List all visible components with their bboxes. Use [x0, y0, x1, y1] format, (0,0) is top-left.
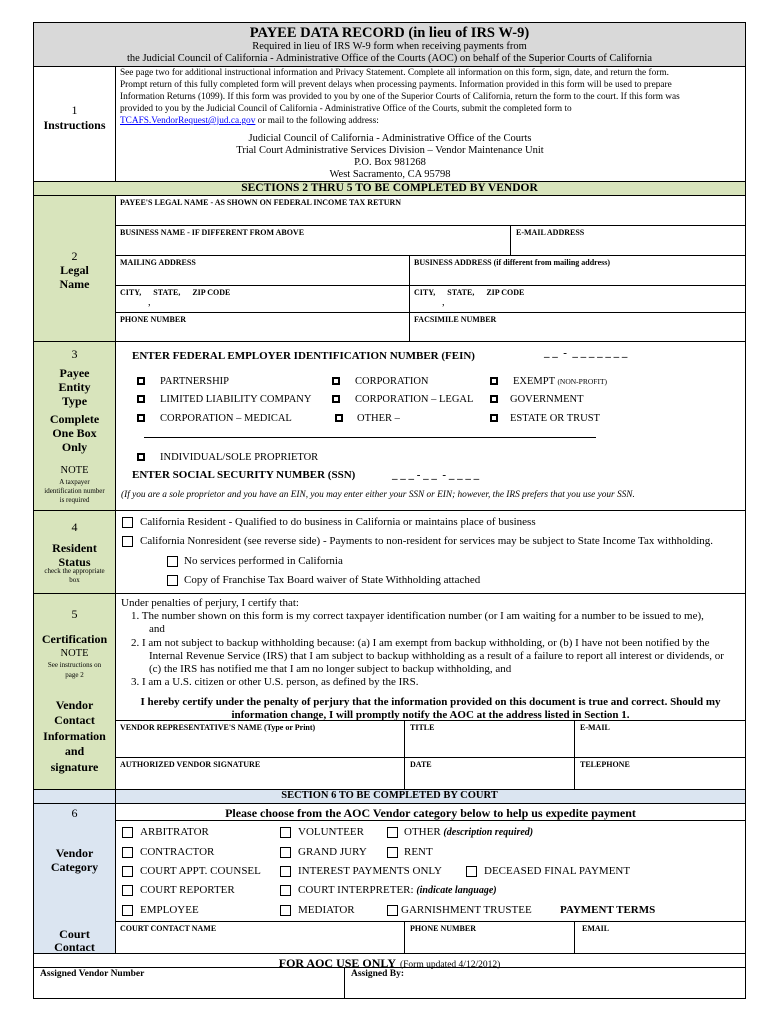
- certification-item-2c: (c) the IRS has notified me that I am no longer subject to backup withholding, and: [149, 663, 512, 675]
- government-label: GOVERNMENT: [510, 394, 584, 405]
- payee-legal-name-label: PAYEE'S LEGAL NAME - AS SHOWN ON FEDERAL INCOME TAX RETURN: [120, 198, 402, 207]
- vendor-rep-name-label: VENDOR REPRESENTATIVE'S NAME (Type or Print): [120, 723, 316, 732]
- section-4-label-1: Resident: [52, 541, 97, 555]
- business-comma: ,: [442, 297, 445, 308]
- certification-statement-2: information change, I will promptly notify the AOC at the address listed in Section 1.: [231, 709, 630, 721]
- contractor-checkbox[interactable]: [122, 847, 133, 858]
- vendor-contact-label-1: Vendor: [55, 698, 94, 712]
- fein-label: ENTER FEDERAL EMPLOYER IDENTIFICATION NUMBER (FEIN): [132, 350, 475, 362]
- deceased-final-payment-checkbox[interactable]: [466, 866, 477, 877]
- deceased-final-payment-label: DECEASED FINAL PAYMENT: [484, 865, 631, 877]
- court-email-field[interactable]: [575, 933, 745, 952]
- section-3-label-1: Payee: [59, 366, 90, 380]
- subtitle-line-2: the Judicial Council of California - Administrative Office of the Courts (AOC) on behalf of the Superior Courts of California: [127, 53, 652, 64]
- court-email-label: EMAIL: [582, 924, 610, 933]
- court-interpreter-checkbox[interactable]: [280, 885, 291, 896]
- vendor-category-instructions: Please choose from the AOC Vendor category below to help us expedite payment: [225, 806, 636, 820]
- business-address-field[interactable]: [410, 267, 745, 284]
- certification-item-1b: and: [149, 623, 165, 635]
- court-phone-label: PHONE NUMBER: [410, 924, 476, 933]
- rent-label: RENT: [404, 846, 433, 858]
- section-2-label-1: Legal: [60, 263, 89, 277]
- ssn-note: (If you are a sole proprietor and you have an EIN, you may enter either your SSN or EIN; however, the IRS prefers that you use your SSN.: [121, 490, 635, 500]
- employee-label: EMPLOYEE: [140, 904, 199, 916]
- employee-checkbox[interactable]: [122, 905, 133, 916]
- corporation-legal-label: CORPORATION – LEGAL: [355, 394, 474, 405]
- section-1-number: 1: [71, 103, 78, 117]
- business-city-state-zip-label: CITY, STATE, ZIP CODE: [414, 288, 525, 297]
- certification-intro: Under penalties of perjury, I certify that:: [121, 597, 299, 609]
- california-resident-label: California Resident - Qualified to do business in California or maintains place of business: [140, 516, 536, 528]
- assigned-vendor-number-field[interactable]: [34, 980, 343, 998]
- instructions-line-5: TCAFS.VendorRequest@jud.ca.gov or mail to the following address:: [120, 116, 379, 126]
- address-line-3: P.O. Box 981268: [354, 157, 426, 168]
- mediator-checkbox[interactable]: [280, 905, 291, 916]
- instructions-line-1: See page two for additional instructional information and Privacy Statement. Complete all information on this form, sign, date, and return the form.: [120, 68, 669, 78]
- vendor-date-field[interactable]: [405, 769, 573, 788]
- payee-legal-name-field[interactable]: [116, 207, 745, 224]
- court-section-heading: SECTION 6 TO BE COMPLETED BY COURT: [281, 790, 498, 801]
- section-5-label: Certification: [41, 632, 108, 646]
- business-address-label: BUSINESS ADDRESS (if different from mailing address): [414, 258, 611, 267]
- court-phone-field[interactable]: [405, 933, 573, 952]
- vendor-email-field[interactable]: [575, 732, 745, 756]
- rent-checkbox[interactable]: [387, 847, 398, 858]
- fein-input-blanks[interactable]: _ _ - _ _ _ _ _ _ _: [544, 347, 628, 359]
- section-3-note-line-4: is required: [59, 496, 90, 504]
- california-resident-checkbox[interactable]: [122, 517, 133, 528]
- certification-item-2a: 2. I am not subject to backup withholding because: (a) I am exempt from backup withholding, or (b) I have not been notified by the: [131, 637, 710, 649]
- section-4-label-3: check the appropriate: [44, 567, 105, 575]
- email-address-field[interactable]: [511, 237, 745, 254]
- facsimile-number-field[interactable]: [410, 324, 745, 340]
- corporation-label: CORPORATION: [355, 376, 429, 387]
- partnership-label: PARTNERSHIP: [160, 376, 230, 387]
- certification-item-2b: Internal Revenue Service (IRS) that I am subject to backup withholding as a result of a failure to report all interest or dividends, or: [149, 650, 724, 662]
- facsimile-number-label: FACSIMILE NUMBER: [414, 315, 497, 324]
- llc-checkbox[interactable]: [137, 395, 145, 403]
- vendor-date-label: DATE: [410, 760, 432, 769]
- court-reporter-label: COURT REPORTER: [140, 884, 235, 896]
- volunteer-label: VOLUNTEER: [298, 826, 364, 838]
- section-6-label-1: Vendor: [55, 846, 94, 860]
- section-1-label: Instructions: [43, 118, 106, 132]
- section-5-number: 5: [71, 607, 78, 621]
- garnishment-trustee-checkbox[interactable]: [387, 905, 398, 916]
- no-services-checkbox[interactable]: [167, 556, 178, 567]
- exempt-label: EXEMPT (NON-PROFIT): [513, 376, 608, 387]
- assigned-by-field[interactable]: [345, 980, 745, 998]
- vendor-contact-label-4: and: [64, 744, 85, 758]
- mediator-label: MEDIATOR: [298, 904, 355, 916]
- partnership-checkbox[interactable]: [137, 377, 145, 385]
- section-5-note-line-3: page 2: [65, 671, 84, 679]
- form-title-main: PAYEE DATA RECORD: [249, 25, 405, 41]
- vendor-contact-label-5: signature: [50, 760, 99, 774]
- section-6-label-2: Category: [50, 860, 99, 874]
- certification-item-1a: 1. The number shown on this form is my correct taxpayer identification number (or I am waiting for a number to be issued to me),: [131, 610, 704, 622]
- section-3-note: NOTE: [60, 465, 89, 476]
- volunteer-checkbox[interactable]: [280, 827, 291, 838]
- address-line-4: West Sacramento, CA 95798: [329, 169, 451, 180]
- payment-terms-label: PAYMENT TERMS: [560, 904, 656, 916]
- certification-item-3: 3. I am a U.S. citizen or other U.S. person, as defined by the IRS.: [131, 676, 419, 688]
- court-reporter-checkbox[interactable]: [122, 885, 133, 896]
- court-appt-counsel-checkbox[interactable]: [122, 866, 133, 877]
- instructions-line-3: Information Returns (1099). If this form was provided to you by one of the Superior Courts of California, return the form to the court. If this form was: [120, 92, 680, 102]
- section-3-label-6: Only: [61, 440, 88, 454]
- section-4-number: 4: [71, 520, 78, 534]
- vendor-rep-name-field[interactable]: [116, 732, 403, 756]
- aoc-use-only-heading: FOR AOC USE ONLY (Form updated 4/12/2012): [278, 956, 501, 970]
- corporation-checkbox[interactable]: [332, 377, 340, 385]
- california-nonresident-checkbox[interactable]: [122, 536, 133, 547]
- section-2-label-2: Name: [59, 277, 90, 291]
- section-3-label-5: One Box: [52, 426, 97, 440]
- vendor-request-email-link[interactable]: TCAFS.VendorRequest@jud.ca.gov: [120, 116, 256, 126]
- section-2-number: 2: [71, 249, 78, 263]
- section-4-label-4: box: [69, 576, 80, 584]
- vendor-contact-label-2: Contact: [54, 713, 95, 727]
- business-name-field[interactable]: [116, 237, 509, 254]
- court-interpreter-label: COURT INTERPRETER: (indicate language): [298, 884, 497, 896]
- vendor-section-heading: SECTIONS 2 THRU 5 TO BE COMPLETED BY VENDOR: [241, 182, 538, 194]
- entity-divider: [144, 437, 596, 438]
- email-address-label: E-MAIL ADDRESS: [516, 228, 585, 237]
- section-3-number: 3: [71, 347, 78, 361]
- mailing-comma: ,: [148, 297, 151, 308]
- other-category-label: OTHER (description required): [404, 826, 534, 838]
- mailing-address-label: MAILING ADDRESS: [120, 258, 196, 267]
- other-entity-label: OTHER –: [357, 413, 400, 424]
- form-title-suffix: (in lieu of IRS W-9): [408, 25, 530, 41]
- vendor-telephone-field[interactable]: [575, 769, 745, 788]
- section-6-number: 6: [71, 806, 78, 820]
- ftb-waiver-checkbox[interactable]: [167, 575, 178, 586]
- address-line-2: Trial Court Administrative Services Division – Vendor Maintenance Unit: [236, 145, 544, 156]
- arbitrator-label: ARBITRATOR: [140, 826, 209, 838]
- section-3-label-4: Complete: [49, 412, 100, 426]
- form-title: [34, 25, 745, 42]
- garnishment-trustee-label: GARNISHMENT TRUSTEE: [401, 904, 532, 916]
- no-services-label: No services performed in California: [184, 555, 343, 567]
- llc-label: LIMITED LIABILITY COMPANY: [160, 394, 312, 405]
- arbitrator-checkbox[interactable]: [122, 827, 133, 838]
- phone-number-field[interactable]: [116, 324, 408, 340]
- address-line-1: Judicial Council of California - Administrative Office of the Courts: [248, 133, 532, 144]
- phone-number-label: PHONE NUMBER: [120, 315, 186, 324]
- court-appt-counsel-label: COURT APPT. COUNSEL: [140, 865, 261, 877]
- grand-jury-checkbox[interactable]: [280, 847, 291, 858]
- interest-payments-label: INTEREST PAYMENTS ONLY: [298, 865, 442, 877]
- vendor-title-field[interactable]: [405, 732, 573, 756]
- grand-jury-label: GRAND JURY: [298, 846, 367, 858]
- estate-trust-checkbox[interactable]: [490, 414, 498, 422]
- vendor-signature-field[interactable]: [116, 769, 403, 788]
- court-contact-name-label: COURT CONTACT NAME: [120, 924, 217, 933]
- ssn-label: ENTER SOCIAL SECURITY NUMBER (SSN): [132, 469, 356, 481]
- section-4-label-2: Status: [58, 555, 91, 569]
- corporation-medical-checkbox[interactable]: [137, 414, 145, 422]
- mailing-city-state-zip-label: CITY, STATE, ZIP CODE: [120, 288, 231, 297]
- vendor-title-label: TITLE: [410, 723, 435, 732]
- business-name-label: BUSINESS NAME - IF DIFFERENT FROM ABOVE: [120, 228, 305, 237]
- other-entity-checkbox[interactable]: [335, 414, 343, 422]
- certification-statement-1: I hereby certify under the penalty of perjury that the information provided on this document is true and correct. Should my: [140, 696, 721, 708]
- section-3-label-2: Entity: [58, 380, 91, 394]
- ssn-input-blanks[interactable]: _ _ _ - _ _ - _ _ _ _: [392, 469, 480, 481]
- california-nonresident-label: California Nonresident (see reverse side) - Payments to non-resident for services may be subject to State Income Tax withholding.: [140, 535, 714, 547]
- estate-trust-label: ESTATE OR TRUST: [510, 413, 600, 424]
- instructions-line-2: Prompt return of this fully completed form will prevent delays when processing payments. Information provided in this form will be used to prepare: [120, 80, 672, 90]
- individual-checkbox[interactable]: [137, 453, 145, 461]
- individual-label: INDIVIDUAL/SOLE PROPRIETOR: [160, 452, 319, 463]
- exempt-checkbox[interactable]: [490, 377, 498, 385]
- mailing-address-field[interactable]: [116, 267, 408, 284]
- assigned-by-label: Assigned By:: [351, 969, 405, 979]
- corporation-legal-checkbox[interactable]: [332, 395, 340, 403]
- vendor-telephone-label: TELEPHONE: [580, 760, 630, 769]
- court-contact-label-1: Court: [59, 927, 90, 941]
- vendor-contact-label-3: Information: [43, 729, 106, 743]
- section-3-label-3: Type: [61, 394, 88, 408]
- section-3-note-line-2: A taxpayer: [59, 478, 90, 486]
- vendor-signature-label: AUTHORIZED VENDOR SIGNATURE: [120, 760, 261, 769]
- court-contact-name-field[interactable]: [116, 933, 403, 952]
- subtitle-line-1: Required in lieu of IRS W-9 form when receiving payments from: [252, 41, 527, 52]
- contractor-label: CONTRACTOR: [140, 846, 215, 858]
- assigned-vendor-number-label: Assigned Vendor Number: [40, 969, 145, 979]
- ftb-waiver-label: Copy of Franchise Tax Board waiver of State Withholding attached: [184, 574, 481, 586]
- court-contact-label-2: Contact: [54, 940, 95, 954]
- corporation-medical-label: CORPORATION – MEDICAL: [160, 413, 292, 424]
- section-5-note: NOTE: [60, 648, 89, 659]
- government-checkbox[interactable]: [490, 395, 498, 403]
- vendor-email-label: E-MAIL: [580, 723, 610, 732]
- instructions-line-4: provided to you by the Judicial Council of California - Administrative Office of the Courts, submit the completed form to: [120, 104, 572, 114]
- other-category-checkbox[interactable]: [387, 827, 398, 838]
- section-3-note-line-3: identification number: [44, 487, 105, 495]
- section-5-note-line-2: See instructions on: [47, 661, 102, 669]
- interest-payments-checkbox[interactable]: [280, 866, 291, 877]
